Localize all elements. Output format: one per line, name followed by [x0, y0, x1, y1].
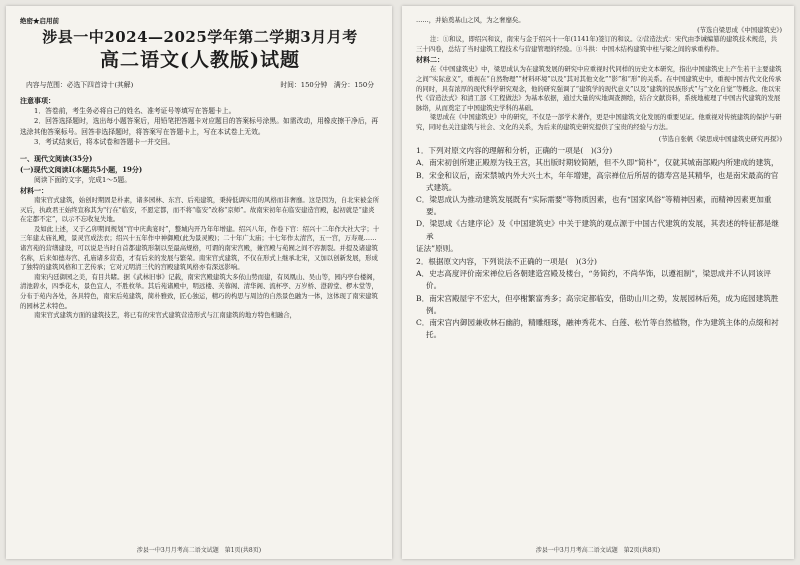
material-1-para-1: 南宋官式建筑，始创时期固是朴素，诸多园林、东宫、后苑建筑，秉持低调实用的风格而非奢靡。这是因为，自北宋被金所灭后，执政君王始终宣称其为"行在"临安，不愿定都，而不将“临安”改称“京师”。故南宋初年在临安建造宫殿，起初就是“建炎在定都不定”，以示不忘收复失地。	[20, 196, 380, 224]
question-2-option-a: A．史志高度评价南宋禅位后各朝建造宫殿及楼台，“务简约，不尚华饰，以遵祖制”，梁思成并不认同该评价。	[416, 269, 771, 291]
material-1-para-2: 及如此上述，又于乙卯期间规划“官中庆典宴时”，整城内开乃年年增建。绍兴八年，作卷下官：绍兴十二年作大社大宇；十三年建太庙礼殿，景灵宫成法衣；绍兴十五年作中神御殿(此为景灵殿)；二十年广太庙；十七年作太清宫，五一宫，万寿观……诸宫苑的营缮建设，可以说是当时自首都建筑形制以至最高规格，可谓的南宋宫殿，兼宫殿与苑囿之间不容割裂。并提及诸建筑名称，后来如德寿宫、孔庙诸多营造，才有后来的发展与繁荣。南宋官式建筑，不仅在形式上继承北宋，又加以创新发展，形成了独特的建筑风格和工艺传承；它对元明清三代的宫殿建筑风格亦有深远影响。	[20, 224, 380, 272]
source-1: (节选自梁思成《中国建筑史》)	[697, 25, 782, 34]
exam-meta	[26, 79, 374, 89]
question-1-option-c: C．梁思成认为推动建筑发展既有“实际需要”等物质因素，也有“国家风俗”等精神因素，而精神因素更加重要。	[416, 194, 772, 217]
material-1-para-4: 南宋官式建筑方面的建筑技艺，将已有的宋官式建筑营造形式与江南建筑的地方特色相融合，	[34, 311, 297, 320]
footnote: 注：①和议，即绍兴和议，南宋与金于绍兴十一年(1141年)签订的和议。②营造法式：宋代由李诫编纂的建筑技术规范，共三十四卷，总结了当时建筑工程技术与营建管理的经验。③斗拱：中国木结构建筑中柱与梁之间的承重构件。	[416, 35, 778, 53]
exam-subtitle: 高二语文(人教版)试题	[100, 49, 300, 71]
material-2-label: 材料二：	[416, 55, 444, 65]
exam-page-right	[402, 6, 794, 559]
question-1: 1．下列对原文内容的理解和分析，正确的一项是( )(3分)	[416, 146, 613, 156]
material-1-label: 材料一：	[20, 186, 48, 196]
notice-2: 2．回答选择题时，选出每小题答案后，用铅笔把答题卡对应题目的答案标号涂黑。如需改动，用橡皮擦干净后，再选涂其他答案标号。回答非选择题时，将答案写在答题卡上，写在本试卷上无效。	[20, 117, 379, 136]
section-title: 一、现代文阅读(35分)	[20, 153, 93, 163]
continued-text: ……，并始奠基山之风，为之奢靡矣。	[416, 16, 525, 24]
material-2-para-1: 在《中国建筑史》中，梁思成认为在建筑发展的研究中应重视时代同样的历史文本研究，指出中国建筑史上产生若干主要建筑之间“实际意义”，重视在“自然物理”“材料环境”以及“其对其他文化”“影”和“形”的关系。在中国建筑史中，重视中国古代文化传承的同时，具有浓厚的现代科学研究观念，他的研究强调了“建筑学的现代意义”以及“建筑的民族形式”与“文化自觉”等概念。他以宋代《营造法式》和清工部《工程做法》为基本依据，通过大量的实地调查测绘，结合文献资料，系统地梳理了中国古代建筑的发展脉络，从而奠定了中国建筑史学科的基础。	[416, 65, 782, 112]
exam-score: 满分：150分	[333, 81, 374, 89]
notice-3: 3．考试结束后，将本试卷和答题卡一并交回。	[34, 138, 175, 147]
question-2-option-b: B．南宋宫殿屋宇不宏大，但亭榭繁富秀多；高宗定都临安，借助山川之势，发展园林后苑，成为庭园建筑胜例。	[416, 293, 779, 315]
secret-label: 绝密★启用前	[20, 17, 59, 25]
page-footer-left: 涉县一中3月月考高二语文试题 第1页(共8页)	[136, 547, 262, 554]
question-2-option-c: C．南宋宫内御园兼收林石幽韵，精雕细琢，融神秀花木、白莲、松竹等自然植物，作为建筑主体的点缀和衬托。	[416, 317, 779, 340]
question-1-option-a: A．南宋初创所建正殿原为钱王宫，其出版时期较简陋，但不久即“简朴”，仅就其城南部殿内所建成的建筑，	[416, 158, 779, 168]
notice-title: 注意事项：	[20, 96, 55, 105]
source-2: (节选自张帆《梁思成中国建筑史研究再探》)	[658, 134, 782, 143]
reading-instruction: 阅读下面的文字，完成1～5题。	[34, 175, 132, 184]
exam-time: 时间：150分钟	[280, 81, 328, 89]
page-footer-right: 涉县一中3月月考高二语文试题 第2页(共8页)	[535, 547, 661, 554]
question-1-option-d: D．梁思成《古建序论》及《中国建筑史》中关于建筑的观点源于中国古代建筑的发展，其表述的特征都是继承	[416, 219, 779, 241]
exam-page-left	[6, 6, 392, 559]
question-2: 2．根据原文内容，下列说法不正确的一项是( )(3分)	[416, 256, 597, 266]
exam-scope: 内容与范围：必选下四首诗十(其解)	[26, 81, 134, 89]
question-1-option-b: B．宋金和议后，南宋禁城内外大兴土木，年年增建，高宗禅位后所居的德寿宫是其精华，也是南宋最高的官式建筑。	[416, 170, 779, 192]
material-1-para-3: 南宋内廷御园之美，有目共睹。据《武林旧事》记载，南宋宫殿建筑大多依山势而建，有凤凰山、吴山等，园内亭台楼阁，清池碧水，四季花木，景色宜人，不胜枚举。其后苑诸殿中，明远楼、芙蓉阁、清华阁、流杯亭、万岁桥、澄碧堂、椤木堂等，分布于苑内各处，各具特色，南宋后苑建筑，简朴雅致，匠心独运，精巧的构思与周边的自然景色融为一体，这体现了南宋建筑的园林艺术特色。	[20, 272, 380, 310]
question-1-option-d-cont: 证法”原则。	[416, 243, 458, 253]
subsection-title: (一)现代文阅读Ⅰ(本题共5小题，19分)	[20, 164, 143, 174]
notice-1: 1．答卷前，考生务必将自己的姓名、准考证号等填写在答题卡上。	[34, 107, 236, 115]
material-2-para-2: 梁思成在《中国建筑史》中的研究，不仅是一部学术著作，更是中国建筑文化发展的重要见证。他重视对传统建筑的保护与研究，同时也关注建筑与社会、文化的关系，为后来的建筑史研究提供了宝贵的经验与方法。	[416, 113, 782, 131]
exam-title: 涉县一中2024—2025学年第二学期3月月考	[42, 28, 358, 46]
